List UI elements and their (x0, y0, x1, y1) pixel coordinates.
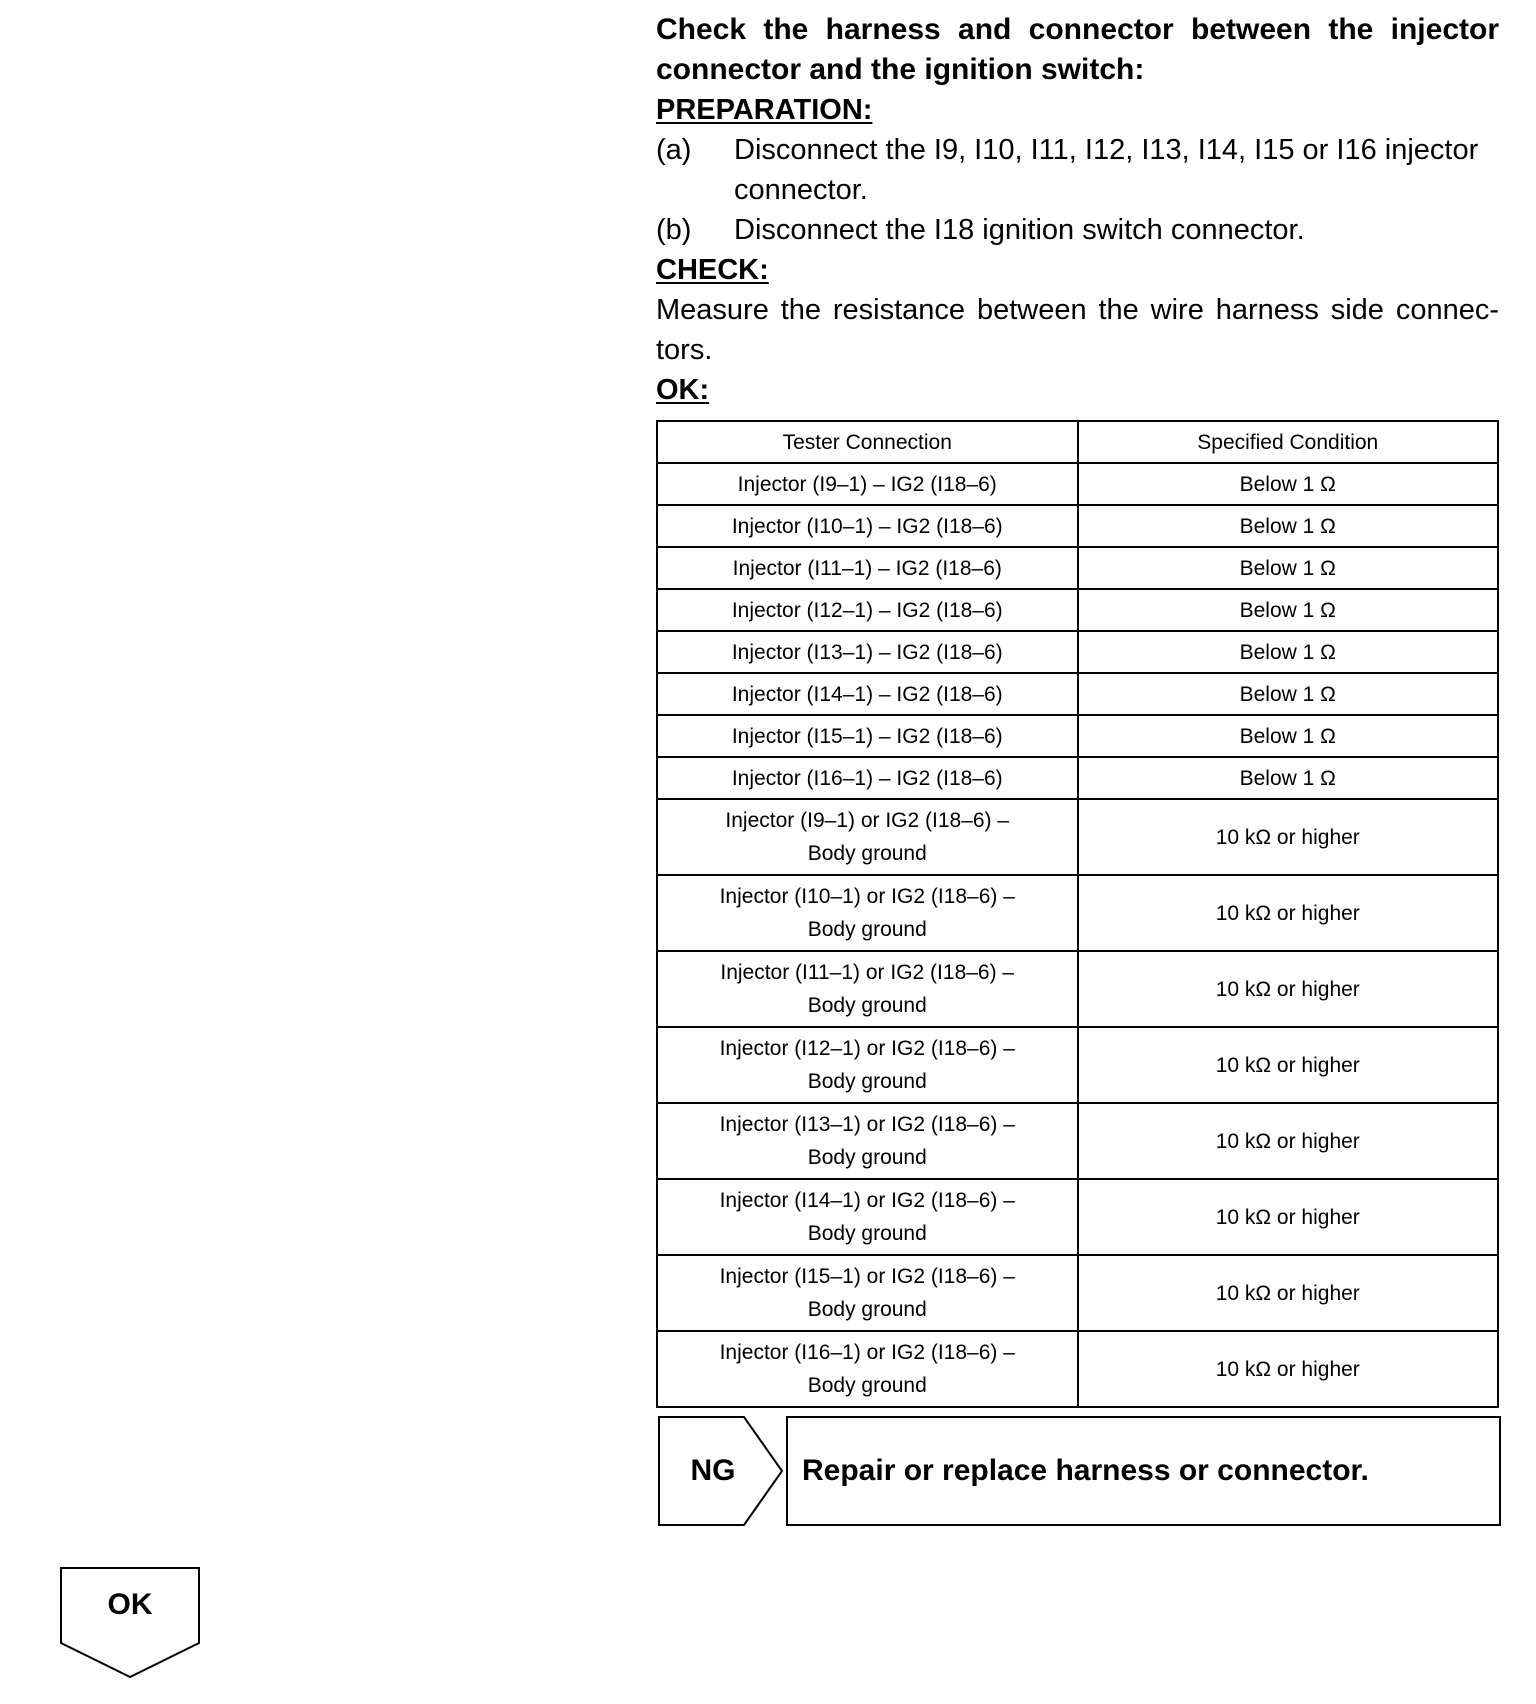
step-letter: (b) (656, 214, 692, 246)
tester-connection-cell (657, 589, 1078, 631)
tester-connection-cell (657, 673, 1078, 715)
procedure-section (656, 10, 1499, 1526)
ok-flow-badge (60, 1567, 200, 1679)
tester-connection-line: Body ground (807, 842, 927, 865)
step-text: Disconnect the I18 ignition switch connector. (734, 214, 1305, 246)
tester-connection-line: Injector (I16–1) or IG2 (I18–6) – (719, 1341, 1015, 1364)
check-text: Measure the resistance between the wire harness side connec-tors. (656, 294, 1499, 366)
table-row (657, 1027, 1498, 1103)
tester-connection-line: Body ground (807, 1070, 927, 1093)
tester-connection-cell (657, 951, 1078, 1027)
tester-connection-line: Injector (I11–1) or IG2 (I18–6) – (720, 961, 1015, 984)
tester-connection-cell (657, 631, 1078, 673)
ng-label: NG (690, 1454, 736, 1487)
tester-connection-line: Injector (I10–1) or IG2 (I18–6) – (719, 885, 1015, 908)
tester-connection-line: Injector (I9–1) or IG2 (I18–6) – (725, 809, 1010, 832)
specified-condition-cell: 10 kΩ or higher (1078, 1027, 1499, 1103)
tester-connection-cell (657, 1255, 1078, 1331)
ok-spec-label: OK: (656, 374, 710, 406)
table-row (657, 547, 1498, 589)
table-row (657, 673, 1498, 715)
specified-condition-cell: Below 1 Ω (1078, 547, 1499, 589)
table-header-row (657, 421, 1498, 463)
procedure-heading: Check the harness and connector between the injector connector and the ignition switch: (656, 13, 1499, 86)
specified-condition-cell: 10 kΩ or higher (1078, 799, 1499, 875)
table-row (657, 875, 1498, 951)
table-row (657, 1103, 1498, 1179)
tester-connection-line: Injector (I16–1) – IG2 (I18–6) (731, 766, 1003, 790)
step-letter: (a) (656, 134, 692, 166)
table-row (657, 757, 1498, 799)
table-row (657, 951, 1498, 1027)
tester-connection-cell (657, 715, 1078, 757)
specified-condition-cell: Below 1 Ω (1078, 589, 1499, 631)
tester-connection-line: Body ground (807, 918, 927, 941)
ok-badge-label: OK (107, 1588, 153, 1621)
specified-condition-cell: 10 kΩ or higher (1078, 1255, 1499, 1331)
table-row (657, 631, 1498, 673)
tester-connection-line: Injector (I12–1) – IG2 (I18–6) (731, 598, 1003, 622)
tester-connection-cell (657, 1331, 1078, 1407)
column-header: Specified Condition (1078, 421, 1499, 463)
preparation-label: PREPARATION: (656, 94, 873, 126)
tester-connection-cell (657, 505, 1078, 547)
specified-condition-cell: Below 1 Ω (1078, 673, 1499, 715)
table-row (657, 1255, 1498, 1331)
specified-condition-cell: 10 kΩ or higher (1078, 875, 1499, 951)
tester-connection-cell (657, 463, 1078, 505)
specified-condition-cell: Below 1 Ω (1078, 757, 1499, 799)
tester-connection-line: Injector (I11–1) – IG2 (I18–6) (732, 556, 1002, 580)
spec-table (656, 420, 1499, 1408)
table-row (657, 799, 1498, 875)
specified-condition-cell: 10 kΩ or higher (1078, 1331, 1499, 1407)
table-row (657, 1179, 1498, 1255)
tester-connection-line: Injector (I12–1) or IG2 (I18–6) – (719, 1037, 1015, 1060)
step-text: Disconnect the I9, I10, I11, I12, I13, I14, I15 or I16 injector connector. (734, 134, 1479, 206)
table-row (657, 463, 1498, 505)
tester-connection-line: Body ground (807, 994, 927, 1017)
tester-connection-cell (657, 1103, 1078, 1179)
ng-action-text: Repair or replace harness or connector. (802, 1454, 1369, 1487)
tester-connection-line: Injector (I10–1) – IG2 (I18–6) (731, 514, 1003, 538)
tester-connection-line: Body ground (807, 1146, 927, 1169)
tester-connection-line: Body ground (807, 1298, 927, 1321)
tester-connection-line: Injector (I15–1) or IG2 (I18–6) – (719, 1265, 1015, 1288)
tester-connection-line: Injector (I13–1) – IG2 (I18–6) (731, 640, 1003, 664)
tester-connection-line: Injector (I14–1) or IG2 (I18–6) – (719, 1189, 1015, 1212)
specified-condition-cell: 10 kΩ or higher (1078, 951, 1499, 1027)
tester-connection-line: Body ground (807, 1222, 927, 1245)
specified-condition-cell: Below 1 Ω (1078, 715, 1499, 757)
tester-connection-cell (657, 1179, 1078, 1255)
ng-action-box (786, 1416, 1501, 1526)
tester-connection-cell (657, 1027, 1078, 1103)
ng-result-row (656, 1416, 1499, 1526)
table-row (657, 715, 1498, 757)
tester-connection-cell (657, 875, 1078, 951)
specified-condition-cell: 10 kΩ or higher (1078, 1103, 1499, 1179)
tester-connection-line: Injector (I14–1) – IG2 (I18–6) (731, 682, 1003, 706)
tester-connection-line: Injector (I13–1) or IG2 (I18–6) – (719, 1113, 1015, 1136)
table-row (657, 1331, 1498, 1407)
column-header: Tester Connection (657, 421, 1078, 463)
specified-condition-cell: Below 1 Ω (1078, 631, 1499, 673)
table-row (657, 505, 1498, 547)
preparation-step (656, 130, 1499, 210)
tester-connection-cell (657, 757, 1078, 799)
check-label: CHECK: (656, 254, 769, 286)
tester-connection-cell (657, 799, 1078, 875)
tester-connection-cell (657, 547, 1078, 589)
table-row (657, 589, 1498, 631)
specified-condition-cell: Below 1 Ω (1078, 505, 1499, 547)
preparation-step (656, 210, 1499, 250)
tester-connection-line: Injector (I15–1) – IG2 (I18–6) (731, 724, 1003, 748)
specified-condition-cell: 10 kΩ or higher (1078, 1179, 1499, 1255)
tester-connection-line: Body ground (807, 1374, 927, 1397)
tester-connection-line: Injector (I9–1) – IG2 (I18–6) (737, 472, 997, 496)
specified-condition-cell: Below 1 Ω (1078, 463, 1499, 505)
